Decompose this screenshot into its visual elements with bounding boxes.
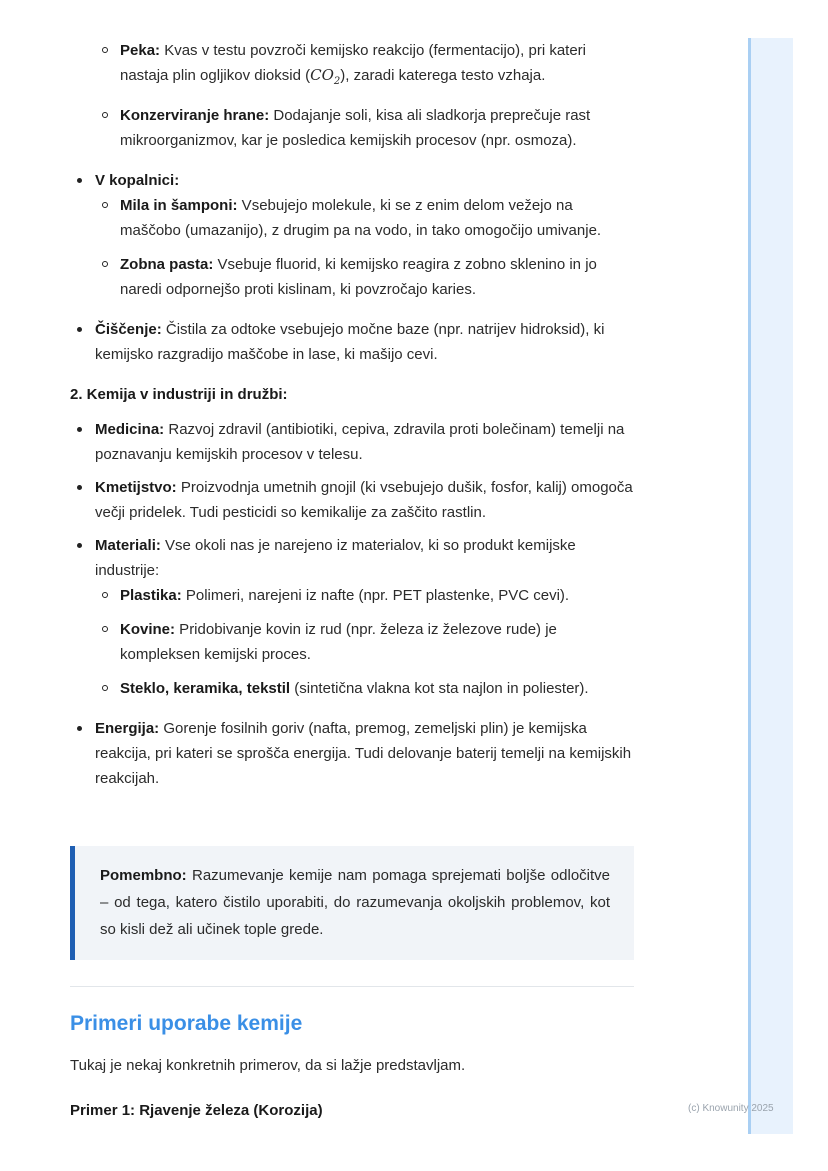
intro-paragraph: Tukaj je nekaj konkretnih primerov, da si lažje predstavljam. <box>70 1057 466 1074</box>
co2-formula: $CO_2$ <box>310 66 341 87</box>
section-heading-industry: 2. Kemija v industriji in družbi: <box>70 386 288 403</box>
industry-list <box>70 417 635 791</box>
list-item-kmetijstvo: Kmetijstvo: Proizvodnja umetnih gnojil (ki vsebujejo dušik, fosfor, kalij) omogoča večji pridelek. Tudi pesticidi so kemikalije za zaščito rastlin. <box>70 475 635 525</box>
bathroom-sub-list <box>95 193 635 302</box>
home-list <box>70 168 635 367</box>
section-heading-examples: Primeri uporabe kemije <box>70 1012 303 1035</box>
list-item-ciscenje: Čiščenje: Čistila za odtoke vsebujejo močne baze (npr. natrijev hidroksid), ki kemijsko razgradijo maščobe in lase, ki mašijo cevi. <box>70 317 635 367</box>
list-item-pasta: Zobna pasta: Vsebuje fluorid, ki kemijsko reagira z zobno sklenino in jo naredi odpornejšo proti kislinam, ki povzročajo karies. <box>95 252 635 302</box>
kitchen-sub-list <box>95 38 635 153</box>
list-item-medicina: Medicina: Razvoj zdravil (antibiotiki, cepiva, zdravila proti bolečinam) temelji na poznavanju kemijskih procesov v telesu. <box>70 417 635 467</box>
materials-sub-list <box>95 583 635 701</box>
list-item-energija: Energija: Gorenje fosilnih goriv (nafta, premog, zemeljski plin) je kemijska reakcija, pri kateri se sprošča energija. Tudi delovanje baterij temelji na kemijskih reakcijah. <box>70 716 635 791</box>
important-note-box: Pomembno: Razumevanje kemije nam pomaga sprejemati boljše odločitve – od tega, katero čistilo uporabiti, do razumevanja okoljskih problemov, kot so kisli dež ali učinek tople grede. <box>70 846 634 960</box>
document-body <box>70 38 635 791</box>
list-item-konzerviranje: Konzerviranje hrane: Dodajanje soli, kisa ali sladkorja preprečuje rast mikroorganizmov, kar je posledica kemijskih procesov (npr. osmoza). <box>95 103 635 153</box>
list-item-peka: Peka: Kvas v testu povzroči kemijsko reakcijo (fermentacijo), pri kateri nastaja plin ogljikov dioksid $(CO_2)$, zaradi katerega testo vzhaja. <box>95 38 635 94</box>
list-item-kovine: Kovine: Pridobivanje kovin iz rud (npr. železa iz železove rude) je kompleksen kemijski proces. <box>95 617 635 667</box>
list-item-kopalnica: V kopalnici: Mila in šamponi: Vsebujejo molekule, ki se z enim delom vežejo na maščobo (umazanijo), z drugim pa na vodo, in tako omogočijo umivanje. Zobna pasta: Vsebuje fluorid, ki kemijsko reagira z zobno sklenino in jo naredi odpornejšo proti kislinam, ki povzročajo karies. <box>70 168 635 302</box>
list-item-materiali: Materiali: Vse okoli nas je narejeno iz materialov, ki so produkt kemijske industrije: Plastika: Polimeri, narejeni iz nafte (npr. PET plastenke, PVC cevi). Kovine: Pridobivanje kovin iz rud (npr. železa iz železove rude) je kompleksen kemijski proces. Steklo, keramika, tekstil (sintetična vlakna kot sta najlon in poliester). <box>70 533 635 701</box>
example-1-heading: Primer 1: Rjavenje železa (Korozija) <box>70 1102 323 1119</box>
right-margin-panel <box>748 38 793 1134</box>
list-item-steklo: Steklo, keramika, tekstil (sintetična vlakna kot sta najlon in poliester). <box>95 676 635 701</box>
copyright-footer: (c) Knowunity 2025 <box>688 1103 774 1114</box>
list-item-mila: Mila in šamponi: Vsebujejo molekule, ki se z enim delom vežejo na maščobo (umazanijo), z drugim pa na vodo, in tako omogočijo umivanje. <box>95 193 635 243</box>
section-divider <box>70 986 634 987</box>
list-item-plastika: Plastika: Polimeri, narejeni iz nafte (npr. PET plastenke, PVC cevi). <box>95 583 635 608</box>
